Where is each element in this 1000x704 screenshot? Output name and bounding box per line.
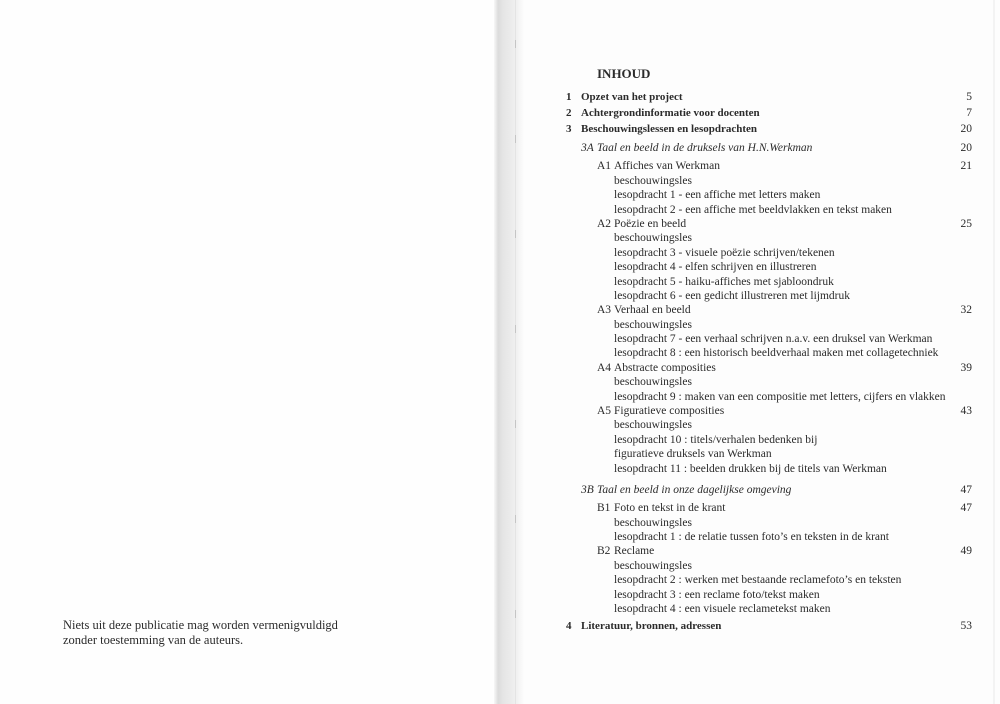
toc-entry-text: Figuratieve composities xyxy=(614,405,725,418)
toc-subentry xyxy=(566,516,972,530)
toc-page-number: 25 xyxy=(960,217,972,230)
toc-subentry xyxy=(566,346,972,360)
toc-subentry xyxy=(566,602,972,616)
toc-page-number: 47 xyxy=(960,483,972,496)
toc-item-B1 xyxy=(566,501,972,515)
toc-chapter-4 xyxy=(566,618,972,634)
toc-subentry xyxy=(566,260,972,274)
toc-entry-text: lesopdracht 8 : een historisch beeldverhaal maken met collagetechniek xyxy=(614,347,939,360)
toc-entry-text: beschouwingsles xyxy=(614,174,692,187)
toc-entry-text: lesopdracht 3 : een reclame foto/tekst maken xyxy=(614,588,820,601)
toc-entry-text: beschouwingsles xyxy=(614,516,692,529)
toc-entry-text: lesopdracht 3 - visuele poëzie schrijven/tekenen xyxy=(614,246,835,259)
toc-subentry xyxy=(566,559,972,573)
toc-entry-text: Taal en beeld in de druksels van H.N.Werkman xyxy=(597,142,813,154)
toc-entry-text: beschouwingsles xyxy=(614,376,692,389)
toc-entry-text: Beschouwingslessen en lesopdrachten xyxy=(581,123,758,135)
toc-entry-text: Achtergrondinformatie voor docenten xyxy=(581,107,760,119)
toc-number: 3B xyxy=(581,483,594,496)
toc-subentry xyxy=(566,174,972,188)
toc-entry-text: Foto en tekst in de krant xyxy=(614,502,726,515)
toc-page-number: 20 xyxy=(960,142,972,154)
toc-subentry xyxy=(566,289,972,303)
toc-page-number: 32 xyxy=(960,304,972,317)
toc-subentry xyxy=(566,275,972,289)
toc-entry-text: Reclame xyxy=(614,545,655,558)
toc-entry-text: lesopdracht 9 : maken van een compositie met letters, cijfers en vlakken xyxy=(614,390,946,403)
toc-entry-text: lesopdracht 5 - haiku-affiches met sjabloondruk xyxy=(614,275,834,288)
toc-page-number: 47 xyxy=(960,502,972,515)
toc-subentry xyxy=(566,203,972,217)
toc-item-A1 xyxy=(566,159,972,173)
book-gutter xyxy=(494,0,524,704)
toc-entry-text: Literatuur, bronnen, adressen xyxy=(581,619,722,632)
toc-item-A3 xyxy=(566,303,972,317)
toc-subentry xyxy=(566,318,972,332)
toc-entry-text: beschouwingsles xyxy=(614,232,692,245)
copyright-notice xyxy=(63,618,338,648)
toc-entry-text: lesopdracht 4 - elfen schrijven en illustreren xyxy=(614,261,817,274)
toc-entry-text: Taal en beeld in onze dagelijkse omgeving xyxy=(597,483,792,496)
toc-item-A5 xyxy=(566,404,972,418)
toc-entry-text: lesopdracht 2 - een affiche met beeldvlakken en tekst maken xyxy=(614,203,892,216)
toc-entry-text: lesopdracht 6 - een gedicht illustreren met lijmdruk xyxy=(614,289,850,302)
toc-subentry xyxy=(566,418,972,432)
toc-entry-text: lesopdracht 1 : de relatie tussen foto’s en teksten in de krant xyxy=(614,530,889,543)
toc-entry-text: Opzet van het project xyxy=(581,91,683,103)
toc-subentry xyxy=(566,530,972,544)
toc-chapter-2 xyxy=(566,105,972,121)
toc-item-A2 xyxy=(566,217,972,231)
toc-page-number: 39 xyxy=(960,361,972,374)
toc-subentry xyxy=(566,390,972,404)
toc-number: 4 xyxy=(566,619,572,632)
toc-entry-text: lesopdracht 10 : titels/verhalen bedenken bij xyxy=(614,433,818,446)
toc-section-3A xyxy=(566,141,972,155)
toc-number: 2 xyxy=(566,107,572,119)
toc-entry-text: Affiches van Werkman xyxy=(614,160,720,173)
toc-subentry xyxy=(566,447,972,461)
left-page xyxy=(0,0,496,704)
toc-entry-text: lesopdracht 2 : werken met bestaande reclamefoto’s en teksten xyxy=(614,574,902,587)
toc-number: A3 xyxy=(597,304,612,317)
toc-number: B2 xyxy=(597,545,611,558)
toc-entry-text: Poëzie en beeld xyxy=(614,217,687,230)
toc-page-number: 53 xyxy=(960,619,972,632)
toc-item-A4 xyxy=(566,361,972,375)
toc-number: A1 xyxy=(597,160,612,173)
toc-chapter-3 xyxy=(566,121,972,137)
notice-line-2: zonder toestemming van de auteurs. xyxy=(63,633,244,647)
toc-page-number: 49 xyxy=(960,545,972,558)
toc-page-number: 7 xyxy=(966,107,972,119)
toc-number: 3 xyxy=(566,123,572,135)
toc-number: B1 xyxy=(597,502,611,515)
toc-entry-text: lesopdracht 4 : een visuele reclametekst maken xyxy=(614,602,831,615)
toc-subentry xyxy=(566,246,972,260)
toc-entry-text: lesopdracht 11 : beelden drukken bij de titels van Werkman xyxy=(614,462,887,475)
toc-subentry xyxy=(566,188,972,202)
toc-section-3B xyxy=(566,483,972,497)
toc-title: INHOUD xyxy=(597,66,651,81)
toc-subentry xyxy=(566,433,972,447)
toc-entry-text: Verhaal en beeld xyxy=(614,304,691,317)
fold-line xyxy=(515,0,516,704)
toc-subentry xyxy=(566,462,972,476)
toc-item-B2 xyxy=(566,544,972,558)
notice-line-1: Niets uit deze publicatie mag worden vermenigvuldigd xyxy=(63,618,338,632)
toc-entry-text: beschouwingsles xyxy=(614,559,692,572)
toc-subentry xyxy=(566,375,972,389)
toc-chapter-1 xyxy=(566,89,972,105)
toc-entry-text: lesopdracht 1 - een affiche met letters maken xyxy=(614,189,821,202)
page-edge xyxy=(993,0,995,704)
toc-page-number: 21 xyxy=(960,160,972,173)
toc-subentry xyxy=(566,231,972,245)
toc-list xyxy=(566,89,972,634)
toc-entry-text: Abstracte composities xyxy=(614,361,716,374)
toc-entry-text: beschouwingsles xyxy=(614,318,692,331)
toc-entry-text: beschouwingsles xyxy=(614,419,692,432)
toc-subentry xyxy=(566,332,972,346)
toc-page-number: 5 xyxy=(966,91,972,103)
toc-subentry xyxy=(566,588,972,602)
toc-number: A4 xyxy=(597,361,612,374)
toc-number: A5 xyxy=(597,405,612,418)
toc-page-number: 43 xyxy=(960,405,972,418)
toc-entry-text: lesopdracht 7 - een verhaal schrijven n.a.v. een druksel van Werkman xyxy=(614,333,933,346)
toc-number: A2 xyxy=(597,217,612,230)
toc-page-number: 20 xyxy=(960,123,972,135)
toc-entry-text: figuratieve druksels van Werkman xyxy=(614,448,772,461)
toc-number: 3A xyxy=(581,142,594,154)
toc-subentry xyxy=(566,573,972,587)
toc-number: 1 xyxy=(566,91,572,103)
